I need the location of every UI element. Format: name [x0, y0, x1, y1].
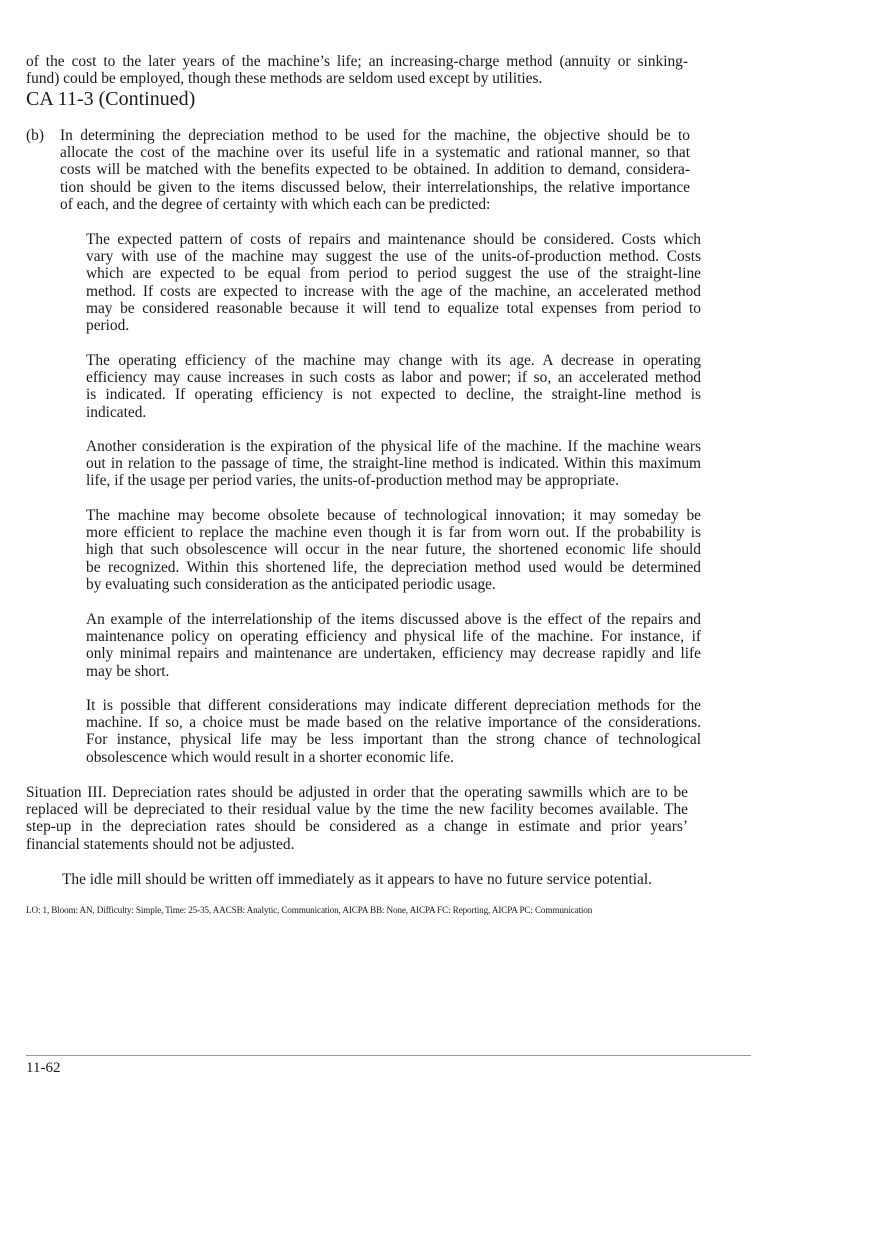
paragraph-line: financial statements should not be adjusted. — [26, 835, 295, 853]
obsolescence-paragraph — [86, 507, 701, 593]
part-b-paragraph — [26, 127, 690, 213]
paragraph-line: method. If costs are expected to increase with the age of the machine, an accelerated method — [86, 282, 701, 300]
section-heading: CA 11-3 (Continued) — [26, 88, 196, 110]
paragraph-line: high that such obsolescence will occur in the near future, the shortened economic life should — [86, 541, 701, 559]
paragraph-line: vary with use of the machine may suggest the use of the units-of-production method. Costs — [86, 248, 701, 266]
part-b-label: (b) — [26, 127, 44, 144]
part-b-line: of each, and the degree of certainty with which each can be predicted: — [60, 195, 491, 213]
paragraph-line: may be considered reasonable because it will tend to equalize total expenses from period to — [86, 299, 701, 317]
part-b-line: In determining the depreciation method to be used for the machine, the objective should be to — [60, 127, 690, 144]
paragraph-line: more efficient to replace the machine even though it is far from worn out. If the probability is — [86, 524, 701, 542]
paragraph-line: Situation III. Depreciation rates should be adjusted in order that the operating sawmills which are to be — [26, 784, 688, 801]
footer-divider — [26, 1055, 751, 1056]
paragraph-line: The machine may become obsolete because of technological innovation; it may someday be — [86, 507, 701, 524]
paragraph-line: The operating efficiency of the machine may change with its age. A decrease in operating — [86, 352, 701, 369]
intro-line: fund) could be employed, though these methods are seldom used except by utilities. — [26, 70, 543, 88]
learning-objective-metadata: LO: 1, Bloom: AN, Difficulty: Simple, Time: 25-35, AACSB: Analytic, Communication, AICPA BB: None, AICPA FC: Reporting, AICPA PC: Communication — [26, 905, 593, 915]
paragraph-line: It is possible that different considerations may indicate different depreciation methods for the — [86, 697, 701, 714]
paragraph-line: For instance, physical life may be less important than the strong chance of technological — [86, 731, 701, 749]
paragraph-line: out in relation to the passage of time, the straight-line method is indicated. Within this maximum — [86, 455, 701, 473]
paragraph-line: replaced will be depreciated to their residual value by the time the new facility becomes available. The — [26, 801, 688, 819]
paragraph-line: Another consideration is the expiration of the physical life of the machine. If the machine wears — [86, 438, 701, 455]
operating-efficiency-paragraph — [86, 352, 701, 421]
intro-line: of the cost to the later years of the machine’s life; an increasing-charge method (annuity or sinking- — [26, 53, 688, 70]
paragraph-line: which are expected to be equal from period to period suggest the use of the straight-line — [86, 265, 701, 283]
paragraph-line: efficiency may cause increases in such costs as labor and power; if so, an accelerated method — [86, 369, 701, 387]
interrelationship-paragraph — [86, 611, 701, 680]
physical-life-paragraph — [86, 438, 701, 490]
paragraph-line: life, if the usage per period varies, the units-of-production method may be appropriate. — [86, 472, 619, 490]
paragraph-line: period. — [86, 317, 130, 335]
paragraph-line: is indicated. If operating efficiency is not expected to decline, the straight-line method is — [86, 386, 701, 404]
paragraph-line: only minimal repairs and maintenance are undertaken, efficiency may decrease rapidly and life — [86, 645, 701, 663]
paragraph-line: machine. If so, a choice must be made based on the relative importance of the considerations. — [86, 714, 701, 732]
part-b-line: tion should be given to the items discussed below, their interrelationships, the relative importance — [60, 178, 690, 196]
part-b-line: allocate the cost of the machine over its useful life in a systematic and rational manner, so that — [60, 144, 690, 162]
part-b-line: costs will be matched with the benefits expected to be obtained. In addition to demand, considera- — [60, 161, 690, 179]
page-number: 11-62 — [26, 1060, 61, 1076]
paragraph-line: step-up in the depreciation rates should be considered as a change in estimate and prior years’ — [26, 818, 688, 836]
intro-paragraph — [26, 53, 688, 87]
paragraph-line: An example of the interrelationship of the items discussed above is the effect of the repairs and — [86, 611, 701, 628]
paragraph-line: may be short. — [86, 662, 170, 680]
paragraph-line: indicated. — [86, 403, 147, 421]
repairs-maintenance-paragraph — [86, 231, 701, 334]
choice-of-method-paragraph — [86, 697, 701, 766]
paragraph-line: be recognized. Within this shortened life, the depreciation method used would be determined — [86, 558, 701, 576]
paragraph-line: by evaluating such consideration as the anticipated periodic usage. — [86, 575, 496, 593]
paragraph-line: obsolescence which would result in a shorter economic life. — [86, 748, 454, 766]
paragraph-line: The expected pattern of costs of repairs and maintenance should be considered. Costs which — [86, 231, 701, 248]
situation-iii-paragraph — [26, 784, 688, 853]
paragraph-line: maintenance policy on operating efficiency and physical life of the machine. For instance, if — [86, 628, 701, 646]
idle-mill-paragraph: The idle mill should be written off immediately as it appears to have no future service potential. — [62, 871, 652, 888]
